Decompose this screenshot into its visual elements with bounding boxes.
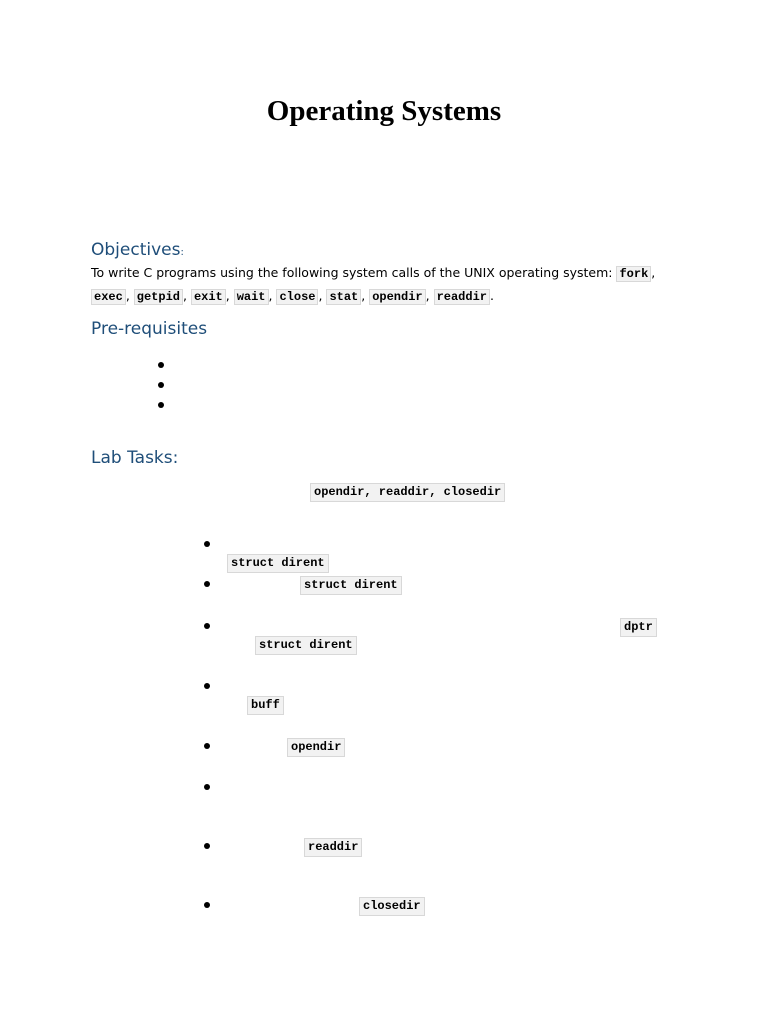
bullet-dot — [204, 623, 210, 629]
document-title: Operating Systems — [266, 95, 502, 127]
bullet-dot — [204, 541, 210, 547]
code-struct-dirent: struct dirent — [255, 636, 357, 655]
objectives-colon: : — [180, 247, 184, 258]
separator: , — [225, 288, 234, 303]
prerequisites-heading: Pre-requisites — [91, 319, 208, 339]
bullet-dot — [204, 581, 210, 587]
syscall-stat: stat — [326, 289, 361, 305]
syscall-close: close — [276, 289, 318, 305]
bullet-dot — [158, 382, 164, 388]
objectives-intro: To write C programs using the following system calls of the UNIX operating system: — [91, 265, 617, 280]
separator: , — [651, 265, 656, 280]
separator: , — [425, 288, 434, 303]
syscall-opendir: opendir — [369, 289, 425, 305]
period: . — [490, 288, 494, 303]
bullet-dot — [204, 784, 210, 790]
bullet-dot — [204, 902, 210, 908]
code-struct-dirent: struct dirent — [300, 576, 402, 595]
code-closedir: closedir — [359, 897, 425, 916]
syscall-readdir: readdir — [434, 289, 490, 305]
objectives-paragraph — [91, 262, 691, 308]
syscall-exec: exec — [91, 289, 126, 305]
code-opendir: opendir — [287, 738, 345, 757]
bullet-dot — [158, 402, 164, 408]
separator: , — [268, 288, 277, 303]
objectives-heading-text: Objectives — [91, 240, 181, 260]
code-readdir: readdir — [304, 838, 362, 857]
code-buff: buff — [247, 696, 284, 715]
separator: , — [361, 288, 370, 303]
objectives-heading — [91, 239, 184, 264]
code-opendir-readdir-closedir: opendir, readdir, closedir — [310, 483, 505, 502]
syscall-fork: fork — [616, 266, 651, 282]
separator: , — [125, 288, 134, 303]
syscall-wait: wait — [234, 289, 269, 305]
bullet-dot — [204, 683, 210, 689]
lab-tasks-heading: Lab Tasks: — [91, 448, 179, 468]
syscall-getpid: getpid — [134, 289, 183, 305]
bullet-dot — [158, 362, 164, 368]
code-struct-dirent: struct dirent — [227, 554, 329, 573]
code-dptr: dptr — [620, 618, 657, 637]
separator: , — [318, 288, 327, 303]
bullet-dot — [204, 743, 210, 749]
syscall-exit: exit — [191, 289, 226, 305]
separator: , — [182, 288, 191, 303]
bullet-dot — [204, 843, 210, 849]
